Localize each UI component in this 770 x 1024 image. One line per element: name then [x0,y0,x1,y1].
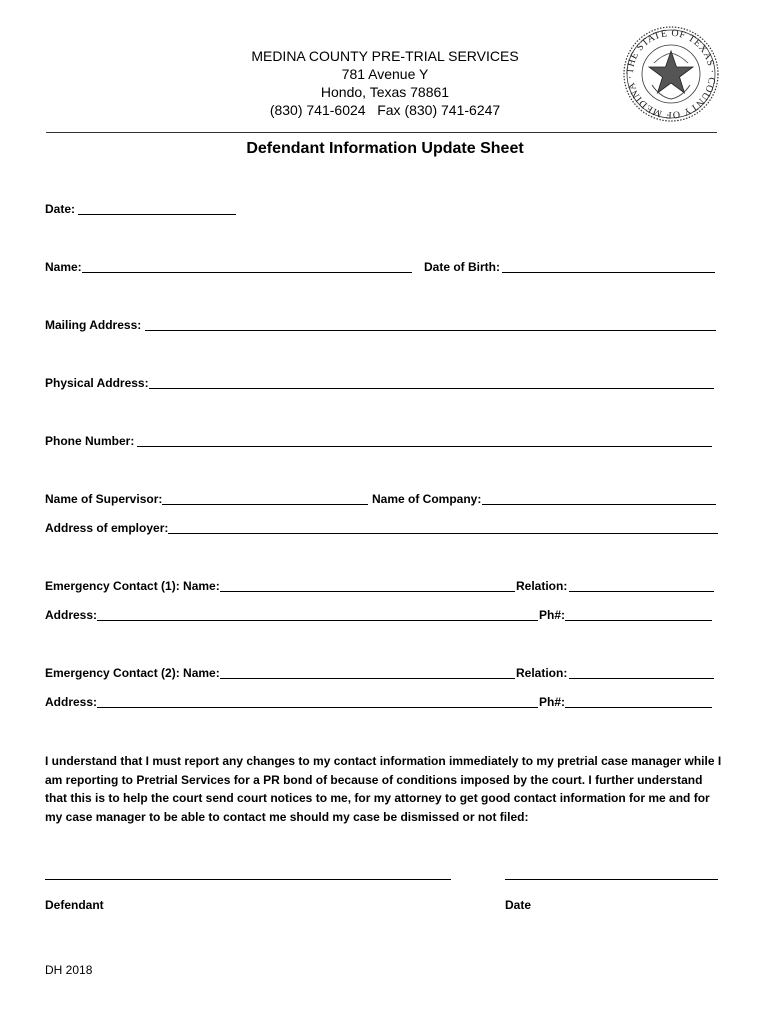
page-title: Defendant Information Update Sheet [246,140,524,157]
physical-address-field[interactable] [149,388,714,389]
ec1-address-field[interactable] [97,620,538,621]
mailing-address-label: Mailing Address: [45,318,142,332]
employer-address-field[interactable] [168,533,718,534]
svg-text:THE STATE OF TEXAS · COUNTY OF: THE STATE OF TEXAS · COUNTY OF MEDINA · [624,27,718,121]
ec2-address-label: Address: [45,695,98,709]
company-field[interactable] [482,504,716,505]
date-field[interactable] [78,214,236,215]
phone-number-label: Phone Number: [45,434,135,448]
ec1-phone-label: Ph#: [539,608,566,622]
county-seal-icon [622,25,720,123]
org-name: MEDINA COUNTY PRE-TRIAL SERVICES [251,48,519,64]
phone-number-field[interactable] [137,446,712,447]
ec2-relation-field[interactable] [569,678,714,679]
org-city: Hondo, Texas 78861 [320,84,450,100]
ec1-phone-field[interactable] [565,620,712,621]
company-label: Name of Company: [372,492,482,506]
form-code: DH 2018 [45,963,93,977]
physical-address-label: Physical Address: [45,376,149,390]
ec2-address-field[interactable] [97,707,538,708]
ec1-name-field[interactable] [220,591,515,592]
ec1-relation-field[interactable] [569,591,714,592]
ec2-phone-label: Ph#: [539,695,566,709]
org-phone-fax: (830) 741-6024 Fax (830) 741-6247 [269,102,501,118]
signature-date-label: Date [505,898,532,912]
header-divider [46,132,717,133]
ec2-relation-label: Relation: [516,666,568,680]
supervisor-field[interactable] [162,504,368,505]
supervisor-label: Name of Supervisor: [45,492,163,506]
defendant-label: Defendant [45,898,104,912]
employer-address-label: Address of employer: [45,521,169,535]
org-street: 781 Avenue Y [341,66,429,82]
ec2-phone-field[interactable] [565,707,712,708]
signature-date-field[interactable] [505,879,718,880]
dob-label: Date of Birth: [424,260,500,274]
defendant-signature-field[interactable] [45,879,451,880]
ec1-name-label: Emergency Contact (1): Name: [45,579,220,593]
name-field[interactable] [82,272,412,273]
ec2-name-field[interactable] [220,678,515,679]
mailing-address-field[interactable] [145,330,716,331]
acknowledgement-statement: I understand that I must report any changes to my contact information immediately to my pretrial case manager while I am reporting to Pretrial Services for a PR bond of because of conditions imposed by the court. I further understand that this is to help the court send court notices to me, for my attorney to get good contact information for me and for my case manager to be able to contact me should my case be dismissed or not filed: [45,754,722,824]
name-label: Name: [45,260,82,274]
dob-field[interactable] [502,272,715,273]
ec1-relation-label: Relation: [516,579,568,593]
date-label: Date: [45,202,76,216]
ec2-name-label: Emergency Contact (2): Name: [45,666,220,680]
ec1-address-label: Address: [45,608,98,622]
